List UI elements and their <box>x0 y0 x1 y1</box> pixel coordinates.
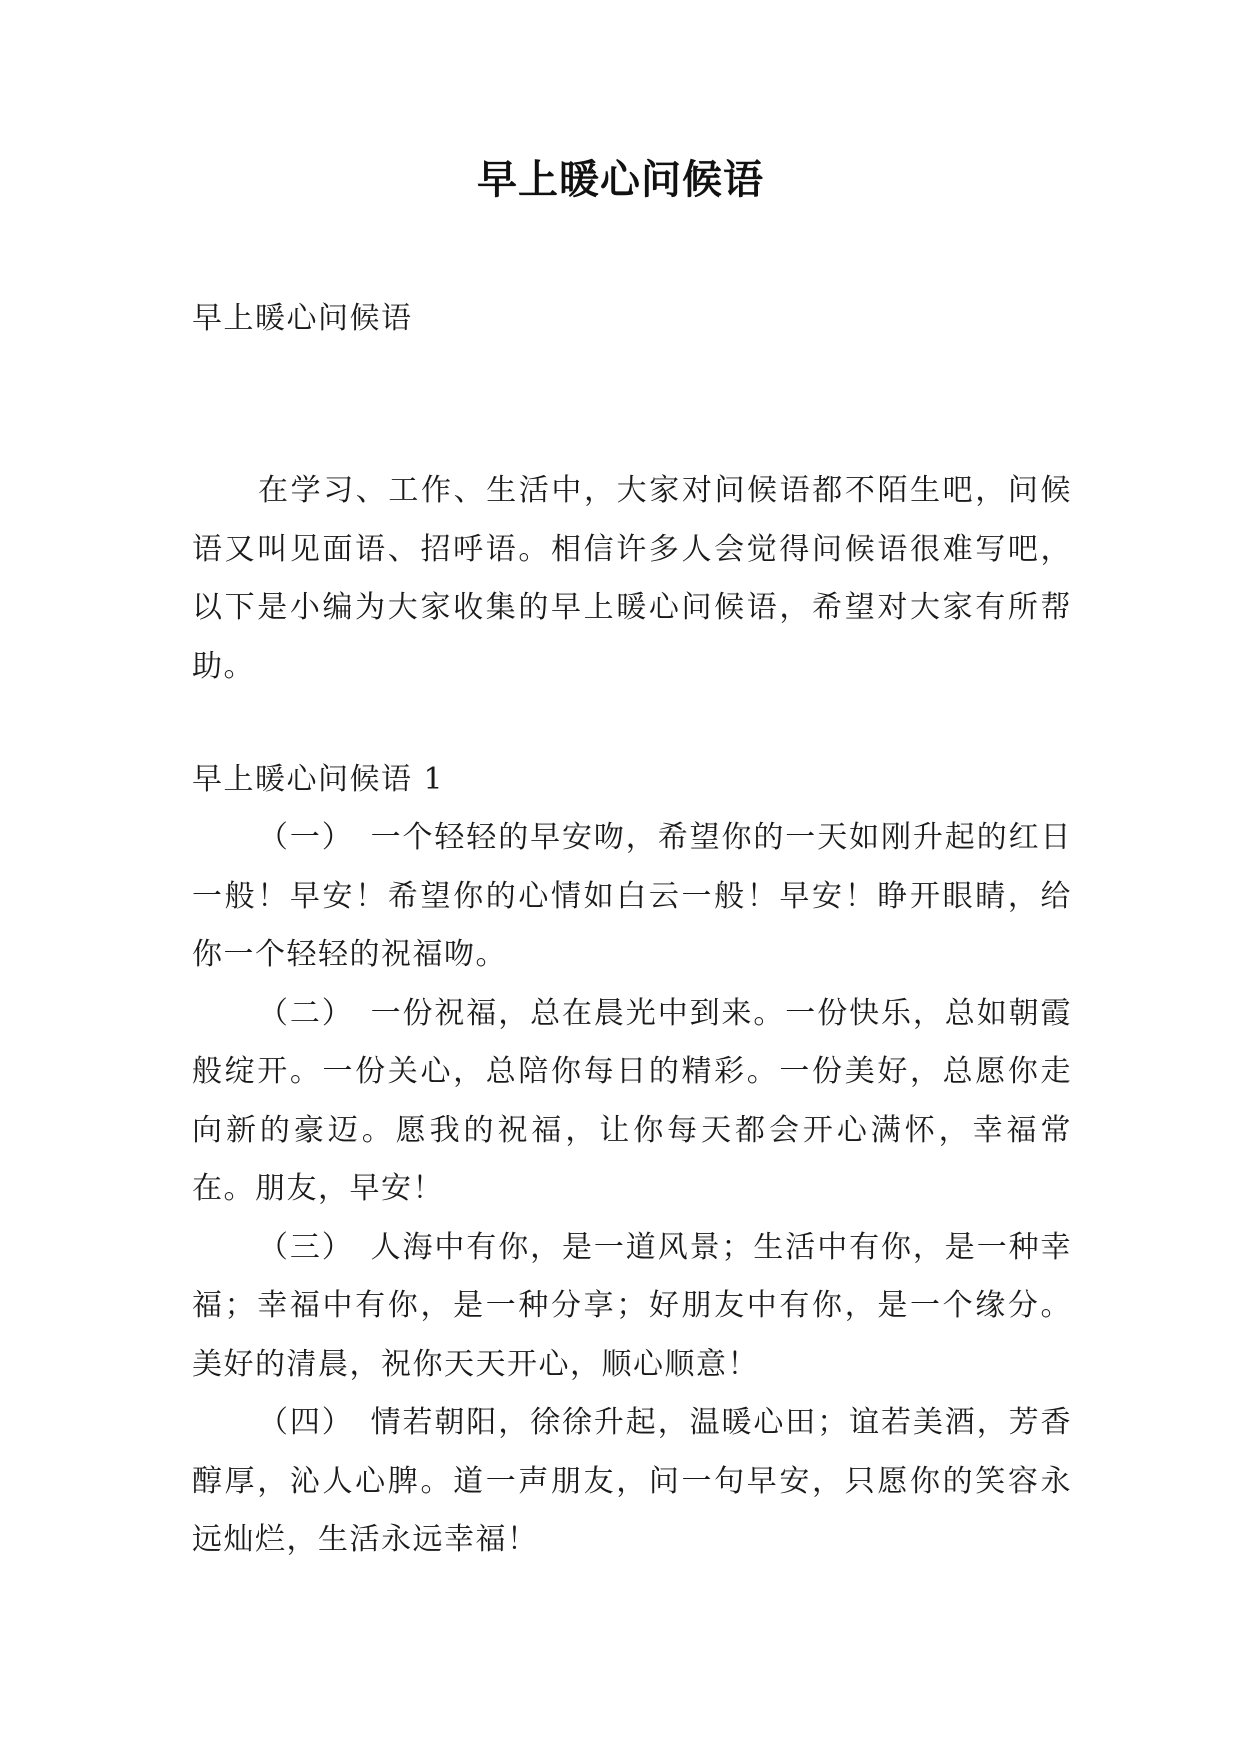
greeting-item-3: （三） 人海中有你，是一道风景；生活中有你，是一种幸福；幸福中有你，是一种分享；好朋友中有你，是一个缘分。美好的清晨，祝你天天开心，顺心顺意！ <box>192 1229 1072 1382</box>
intro-paragraph: 在学习、工作、生活中，大家对问候语都不陌生吧，问候语又叫见面语、招呼语。相信许多人会觉得问候语很难写吧，以下是小编为大家收集的早上暖心问候语，希望对大家有所帮助。 <box>192 473 1072 684</box>
section-heading: 早上暖心问候语 1 <box>192 762 445 797</box>
greeting-item-4: （四） 情若朝阳，徐徐升起，温暖心田；谊若美酒，芳香醇厚，沁人心脾。道一声朋友，问一句早安，只愿你的笑容永远灿烂，生活永远幸福！ <box>192 1405 1072 1557</box>
greeting-item-2: （二） 一份祝福，总在晨光中到来。一份快乐，总如朝霞般绽开。一份关心，总陪你每日的精彩。一份美好，总愿你走向新的豪迈。愿我的祝福，让你每天都会开心满怀，幸福常在。朋友，早安！ <box>192 995 1072 1206</box>
document-title: 早上暖心问候语 <box>477 157 764 203</box>
document-subtitle: 早上暖心问候语 <box>192 301 413 336</box>
greeting-list <box>192 809 1072 1570</box>
greeting-item-1: （一） 一个轻轻的早安吻，希望你的一天如刚升起的红日一般！早安！希望你的心情如白云一般！早安！睁开眼睛，给你一个轻轻的祝福吻。 <box>192 820 1072 972</box>
